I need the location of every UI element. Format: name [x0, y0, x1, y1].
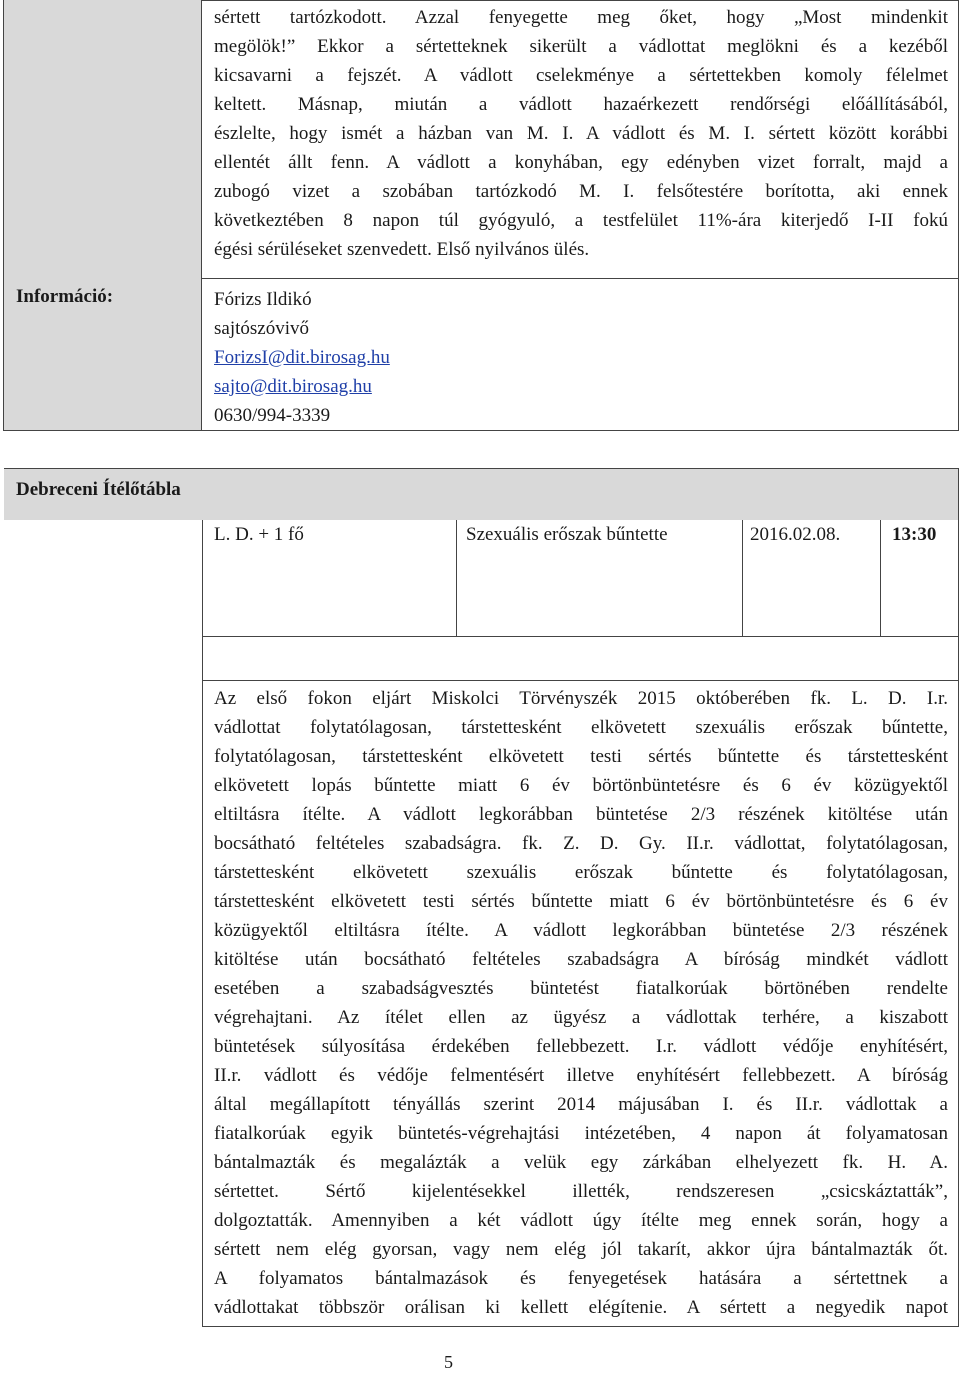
time-cell: 13:30	[892, 524, 937, 545]
row-divider	[202, 680, 959, 681]
court-name: Debreceni Ítélőtábla	[16, 479, 181, 500]
email-link-sajto[interactable]: sajto@dit.birosag.hu	[214, 376, 372, 397]
text-line: eltiltásra ítélte. A vádlott legkorábban büntetése 2/3 részének kitöltése után	[214, 804, 948, 825]
text-line: kitöltése után bocsátható feltételes szabadságra A bíróság mindkét vádlott	[214, 949, 948, 970]
cell-divider	[456, 520, 457, 636]
court-table-right-border	[958, 468, 959, 1327]
text-line: sértett nem elég gyorsan, vagy nem elég jól takarít, akkor újra bántalmazták őt.	[214, 1239, 948, 1260]
text-line: esetében a szabadságvesztés büntetést fiatalkorúak börtönében rendelte	[214, 978, 948, 999]
text-line: által megállapított tényállás szerint 2014 májusában I. és II.r. vádlottak a	[214, 1094, 948, 1115]
text-line: ellentét állt fenn. A vádlott a konyhában, egy edényben vizet forralt, majd a	[214, 152, 948, 173]
contact-block	[214, 285, 390, 430]
text-line: égési sérüléseket szenvedett. Első nyilvános ülés.	[214, 239, 590, 260]
contact-role: sajtószóvivő	[214, 318, 309, 339]
text-line: társtettesként elkövetett szexuális erőszak bűntette és folytatólagosan,	[214, 862, 948, 883]
cell-divider	[880, 520, 881, 636]
text-line: büntetések súlyosítása érdekében fellebbezett. I.r. vádlott védője enyhítésért,	[214, 1036, 948, 1057]
text-line: észlelte, hogy ismét a házban van M. I. A vádlott és M. I. sértett között korábbi	[214, 123, 948, 144]
text-line: keltett. Másnap, miután a vádlott hazaérkezett rendőrségi előállításából,	[214, 94, 948, 115]
contact-name: Fórizs Ildikó	[214, 289, 312, 310]
offense-cell: Szexuális erőszak bűntette	[466, 524, 668, 545]
text-line: sértettet. Sértő kijelentésekkel illették, rendszeresen „csicskáztatták”,	[214, 1181, 948, 1202]
defendant-cell: L. D. + 1 fő	[214, 524, 304, 545]
text-line: zubogó vizet a szobában tartózkodó M. I. felsőtestére borította, aki ennek	[214, 181, 948, 202]
text-line: vádlottat folytatólagosan, társtettesként elkövetett szexuális erőszak bűntette,	[214, 717, 948, 738]
text-line: A folyamatos bántalmazások és fenyegetések hatására a sértettnek a	[214, 1268, 948, 1289]
court-table-bottom-border	[202, 1326, 959, 1327]
court-case-description	[214, 684, 948, 1322]
text-line: közügyektől eltiltásra ítélte. A vádlott legkorábban büntetése 2/3 részének	[214, 920, 948, 941]
text-line: kicsavarni a fejszét. A vádlott cselekménye a sértettekben komoly félelmet	[214, 65, 948, 86]
text-line: társtettesként elkövetett testi sértés bűntette miatt 6 év börtönbüntetésre és 6 év	[214, 891, 948, 912]
top-case-description	[214, 3, 948, 264]
row-divider	[202, 636, 959, 637]
text-line: vádlottakat többször orálisan ki kellett elégítenie. A sértett a negyedik napot	[214, 1297, 948, 1318]
text-line: következtében 8 napon túl gyógyuló, a testfelület 11%-ára kiterjedő I-II fokú	[214, 210, 948, 231]
text-line: fiatalkorúak egyik büntetés-végrehajtási intézetében, 4 napon át folyamatosan	[214, 1123, 948, 1144]
text-line: sértett tartózkodott. Azzal fenyegette meg őket, hogy „Most mindenkit	[214, 7, 948, 28]
text-line: elkövetett lopás bűntette miatt 6 év börtönbüntetésre és 6 év közügyektől	[214, 775, 948, 796]
text-line: Az első fokon eljárt Miskolci Törvényszék 2015 októberében fk. L. D. I.r.	[214, 688, 948, 709]
cell-divider	[742, 520, 743, 636]
row-divider	[202, 278, 958, 279]
text-line: bocsátható feltételes szabadságra. fk. Z. D. Gy. II.r. vádlottat, folytatólagosan,	[214, 833, 948, 854]
text-line: dolgoztatták. Amennyiben a két vádlott úgy ítélte meg ennek során, hogy a	[214, 1210, 948, 1231]
info-label-cell	[4, 0, 202, 430]
info-label: Információ:	[16, 286, 114, 307]
contact-phone: 0630/994-3339	[214, 405, 331, 426]
text-line: megölök!” Ekkor a sértetteknek sikerült a vádlottat meglökni és a kezéből	[214, 36, 948, 57]
page-number: 5	[444, 1352, 453, 1372]
text-line: II.r. vádlott és védője felmentésért illetve enyhítésért fellebbezett. A bíróság	[214, 1065, 948, 1086]
court-table-left-border	[202, 520, 203, 1327]
text-line: végrehajtani. Az ítélet ellen az ügyész a vádlottak terhére, a kiszabott	[214, 1007, 948, 1028]
email-link-forizs[interactable]: ForizsI@dit.birosag.hu	[214, 347, 390, 368]
text-line: bántalmazták és megalázták a velük egy zárkában elhelyezett fk. H. A.	[214, 1152, 948, 1173]
date-cell: 2016.02.08.	[750, 524, 841, 545]
text-line: folytatólagosan, társtettesként elkövetett testi sértés bűntette és társtettesként	[214, 746, 948, 767]
